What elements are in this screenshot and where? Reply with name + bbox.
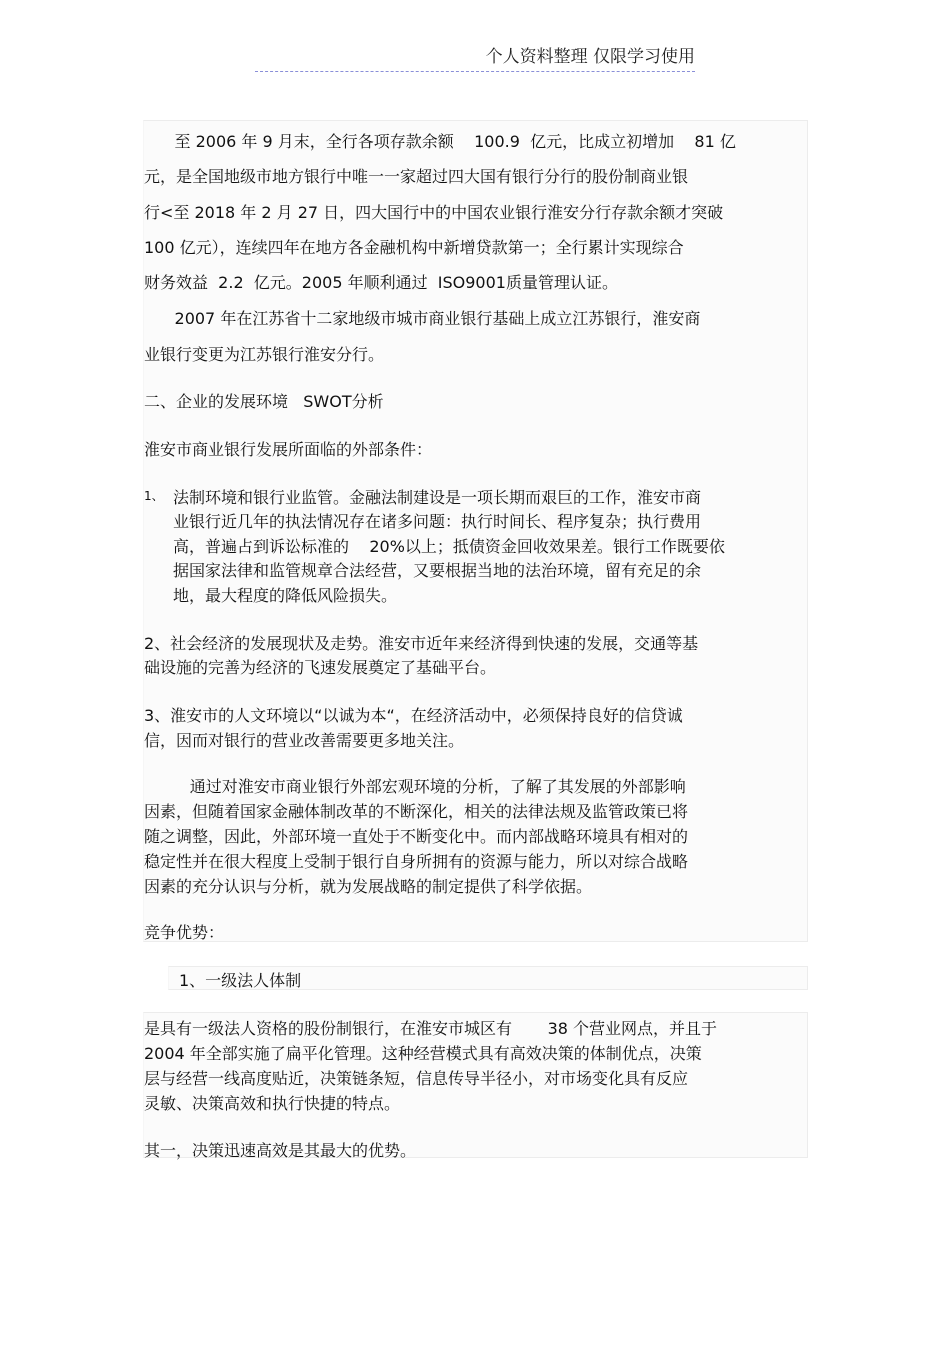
subheading-block xyxy=(168,966,808,990)
competitive-advantage-heading: 竞争优势： xyxy=(144,923,225,942)
page-header: 个人资料整理 仅限学习使用 xyxy=(255,42,695,72)
analysis-line: 因素，但随着国家金融体制改革的不断深化，相关的法律法规及监管政策已将 xyxy=(144,802,689,821)
item1-line: 高，普遍占到诉讼标准的 20%以上；抵债资金回收效果差。银行工作既要依 xyxy=(173,537,725,556)
analysis-line: 随之调整，因此，外部环境一直处于不断变化中。而内部战略环境具有相对的 xyxy=(144,827,689,846)
para1-line: 行<至 2018 年 2 月 27 日，四大国行中的中国农业银行淮安分行存款余额才突破 xyxy=(144,203,724,222)
item3-line: 3、淮安市的人文环境以“以诚为本“，在经济活动中，必须保持良好的信贷诚 xyxy=(144,706,683,725)
item1-line: 地，最大程度的降低风险损失。 xyxy=(173,586,398,605)
para1-line: 财务效益 2.2 亿元。2005 年顺利通过 ISO9001质量管理认证。 xyxy=(144,273,618,292)
item3-line: 信，因而对银行的营业改善需要更多地关注。 xyxy=(144,731,465,750)
item1-number: 1、 xyxy=(144,489,164,503)
body1-line: 2004 年全部实施了扁平化管理。这种经营模式具有高效决策的体制优点，决策 xyxy=(144,1044,702,1063)
analysis-line: 稳定性并在很大程度上受制于银行自身所拥有的资源与能力，所以对综合战略 xyxy=(144,852,689,871)
para1-line: 元，是全国地级市地方银行中唯一一家超过四大国有银行分行的股份制商业银 xyxy=(144,167,689,186)
item1-line: 业银行近几年的执法情况存在诸多问题：执行时间长、程序复杂；执行费用 xyxy=(173,512,702,531)
para1-line: 100 亿元），连续四年在地方各金融机构中新增贷款第一；全行累计实现综合 xyxy=(144,238,684,257)
item1-line: 据国家法律和监管规章合法经营，又要根据当地的法治环境，留有充足的余 xyxy=(173,561,702,580)
first-advantage-point: 其一，决策迅速高效是其最大的优势。 xyxy=(144,1141,417,1160)
body1-line: 灵敏、决策高效和执行快捷的特点。 xyxy=(144,1094,401,1113)
item2-line: 础设施的完善为经济的飞速发展奠定了基础平台。 xyxy=(144,658,497,677)
subheading-legal-entity: 1、一级法人体制 xyxy=(179,971,302,990)
item1-line: 法制环境和银行业监管。金融法制建设是一项长期而艰巨的工作，淮安市商 xyxy=(173,488,702,507)
analysis-line: 因素的充分认识与分析，就为发展战略的制定提供了科学依据。 xyxy=(144,877,593,896)
analysis-line: 通过对淮安市商业银行外部宏观环境的分析，了解了其发展的外部影响 xyxy=(144,777,686,796)
main-text-block xyxy=(143,120,808,942)
item2-line: 2、社会经济的发展现状及走势。淮安市近年来经济得到快速的发展，交通等基 xyxy=(144,634,699,653)
body1-line: 是具有一级法人资格的股份制银行，在淮安市城区有 38 个营业网点，并且于 xyxy=(144,1019,718,1038)
section-heading-swot: 二、企业的发展环境 SWOT分析 xyxy=(144,392,384,411)
para2-line: 业银行变更为江苏银行淮安分行。 xyxy=(144,345,385,364)
external-conditions-intro: 淮安市商业银行发展所面临的外部条件： xyxy=(144,440,433,459)
para2-line: 2007 年在江苏省十二家地级市城市商业银行基础上成立江苏银行，淮安商 xyxy=(144,309,701,328)
body1-line: 层与经营一线高度贴近，决策链条短，信息传导半径小，对市场变化具有反应 xyxy=(144,1069,689,1088)
para1-line: 至 2006 年 9 月末，全行各项存款余额 100.9 亿元，比成立初增加 81 亿 xyxy=(144,132,736,151)
secondary-text-block xyxy=(143,1012,808,1158)
